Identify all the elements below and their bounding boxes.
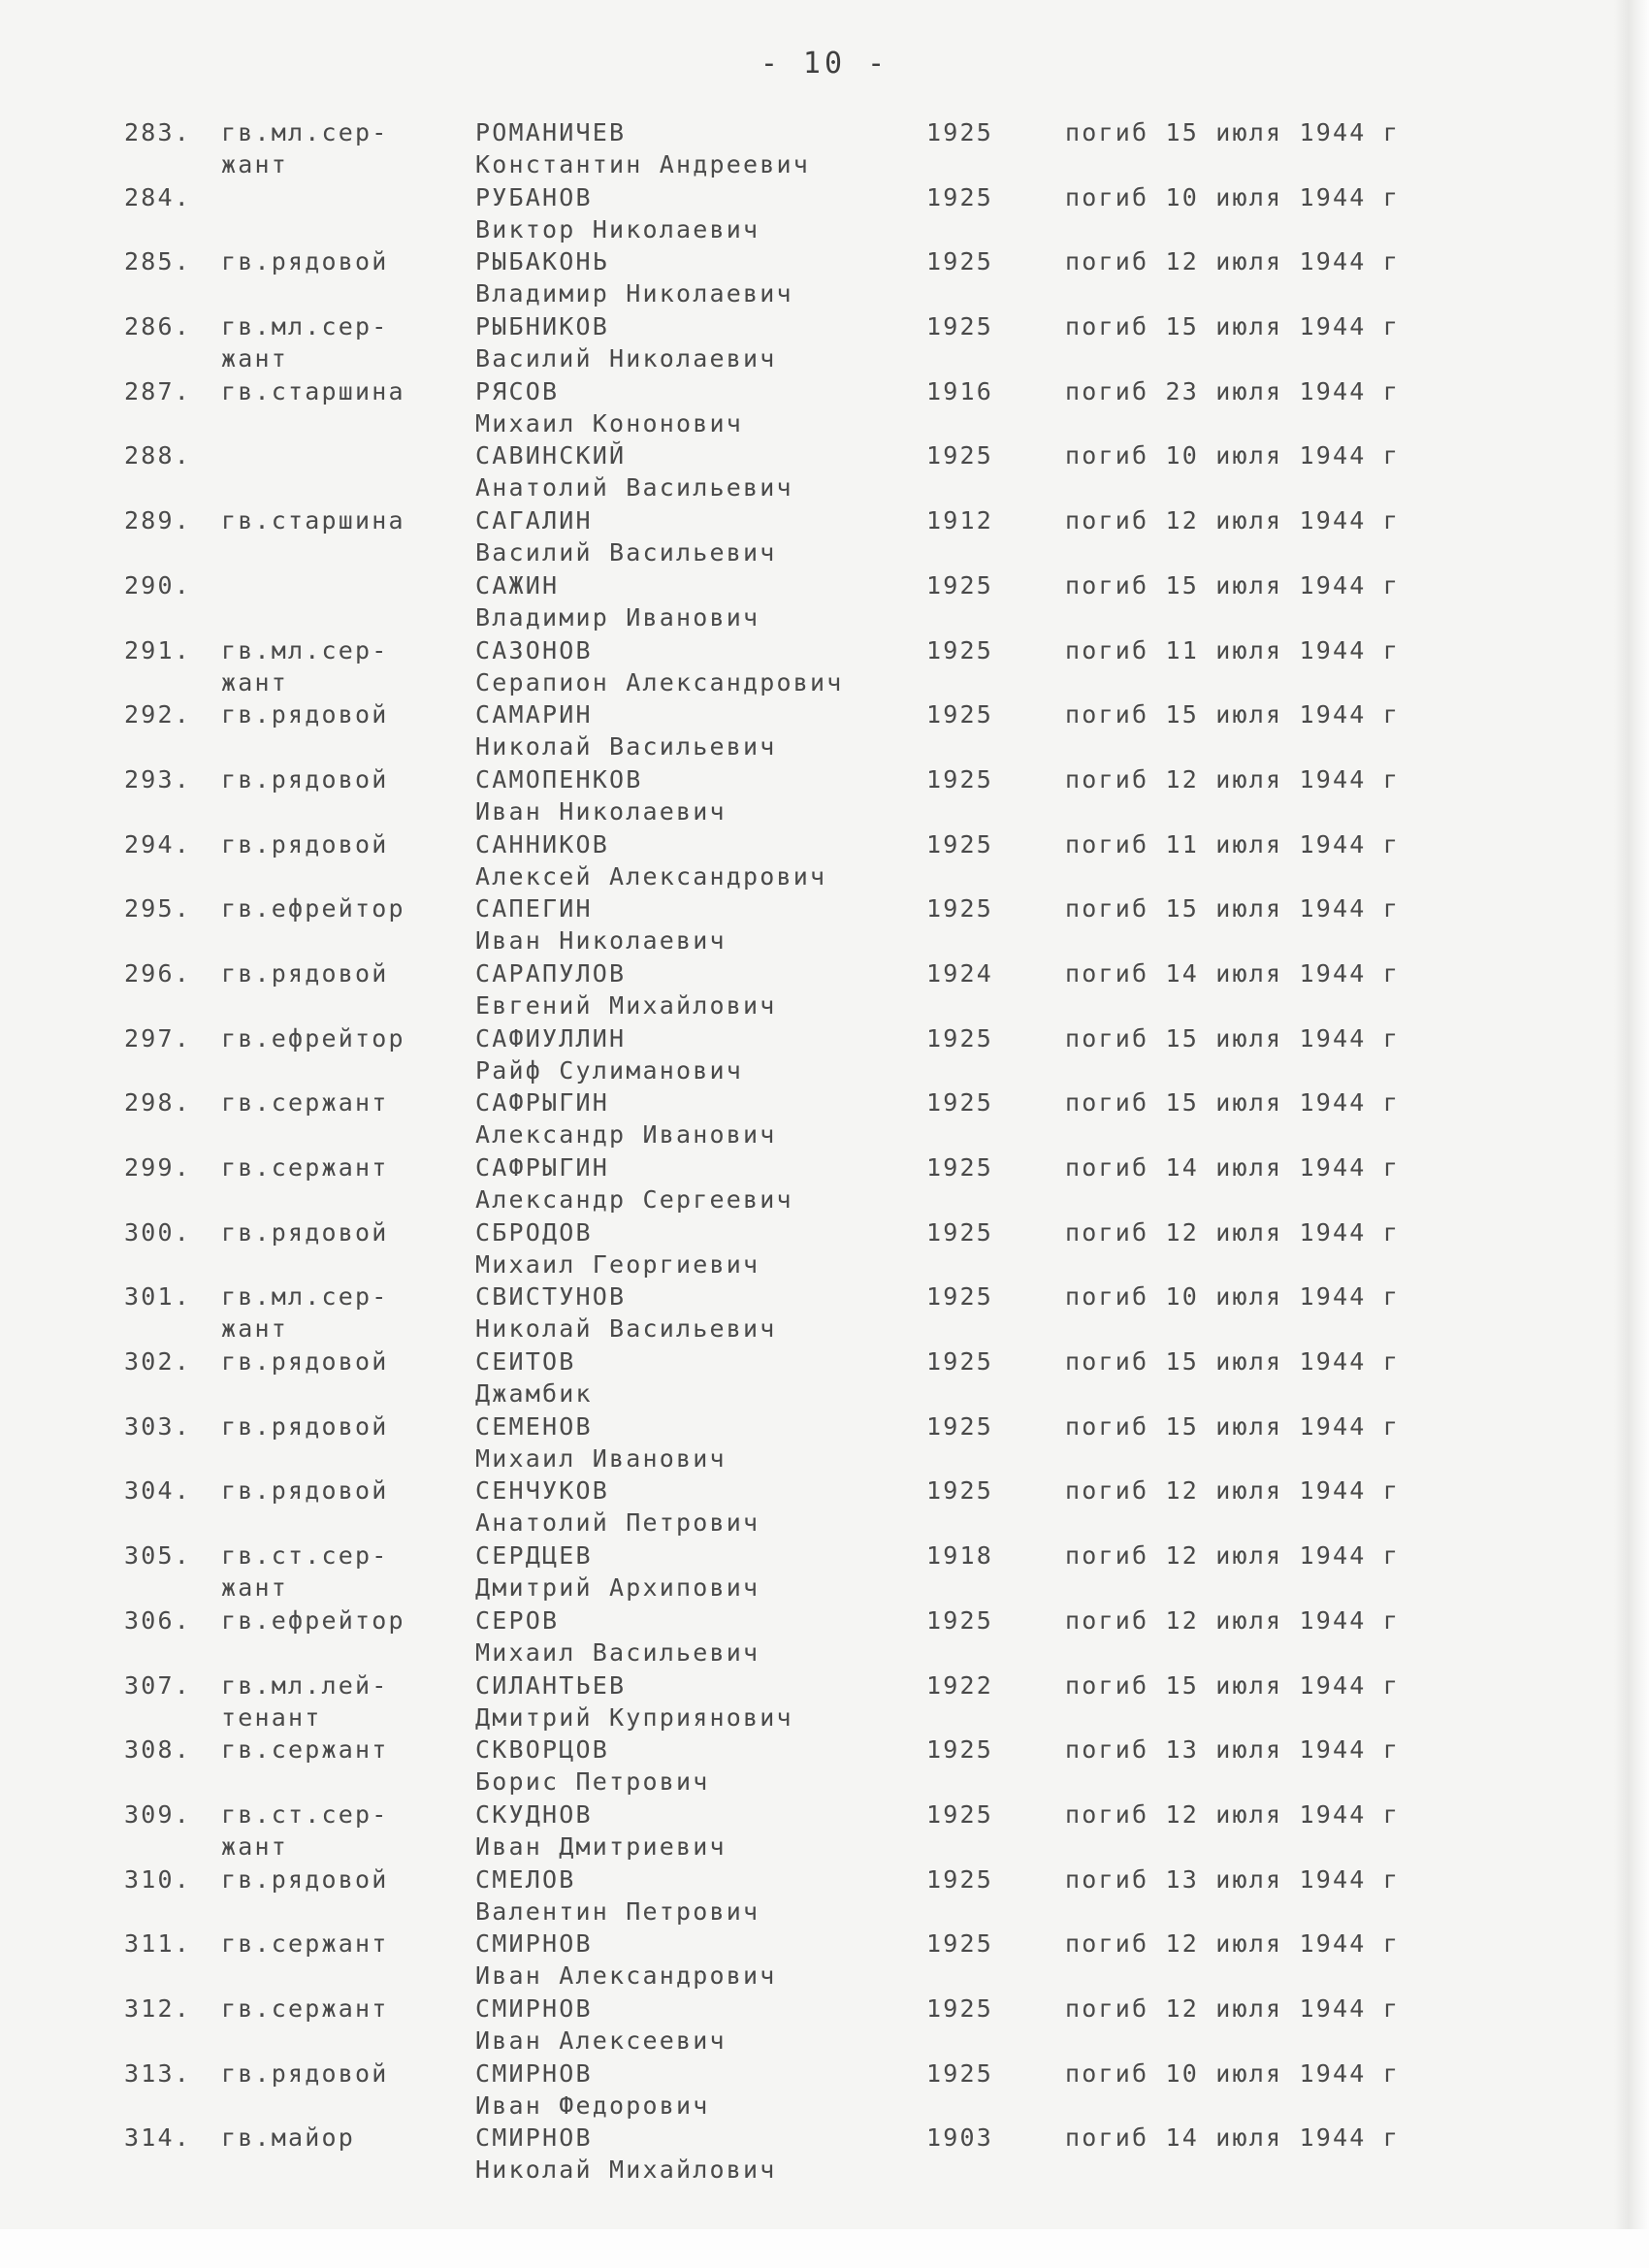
death-status: погиб 15 июля 1944 г	[1065, 894, 1401, 923]
rank-line-1: гв.старшина	[221, 506, 405, 535]
birth-year: 1925	[926, 1929, 994, 1959]
given-name: Михаил Васильевич	[475, 1637, 760, 1667]
surname: СЕРДЦЕВ	[475, 1541, 593, 1571]
birth-year: 1912	[926, 506, 994, 535]
entry-number: 298.	[124, 1088, 192, 1118]
entry-number: 288.	[124, 441, 192, 470]
birth-year: 1925	[926, 1411, 994, 1441]
death-status: погиб 11 июля 1944 г	[1065, 635, 1401, 664]
given-name: Александр Иванович	[475, 1120, 777, 1150]
birth-year: 1925	[926, 1735, 994, 1765]
surname: СИЛАНТЬЕВ	[475, 1670, 627, 1700]
birth-year: 1925	[926, 1023, 994, 1053]
given-name: Евгений Михайлович	[475, 990, 777, 1020]
death-status: погиб 23 июля 1944 г	[1065, 376, 1401, 405]
death-status: погиб 15 июля 1944 г	[1065, 1670, 1401, 1700]
entry-number: 295.	[124, 894, 192, 923]
surname: СКУДНОВ	[475, 1799, 593, 1829]
given-name: Дмитрий Архипович	[475, 1573, 760, 1603]
death-status: погиб 12 июля 1944 г	[1065, 1605, 1401, 1635]
entry-number: 292.	[124, 700, 192, 729]
rank-line-1: гв.рядовой	[221, 1864, 389, 1894]
list-entry	[0, 1215, 1649, 1280]
given-name: Алексей Александрович	[475, 861, 827, 891]
death-status: погиб 15 июля 1944 г	[1065, 1411, 1401, 1441]
list-entry	[0, 1797, 1649, 1862]
rank-line-1: гв.рядовой	[221, 1347, 389, 1377]
death-status: погиб 15 июля 1944 г	[1065, 700, 1401, 729]
birth-year: 1925	[926, 182, 994, 211]
given-name: Василий Васильевич	[475, 538, 777, 567]
list-entry	[0, 1991, 1649, 2056]
death-status: погиб 12 июля 1944 г	[1065, 1541, 1401, 1571]
birth-year: 1925	[926, 1153, 994, 1182]
birth-year: 1925	[926, 441, 994, 470]
surname: САРАПУЛОВ	[475, 958, 627, 988]
death-status: погиб 12 июля 1944 г	[1065, 1993, 1401, 2023]
list-entry	[0, 1862, 1649, 1927]
surname: РУБАНОВ	[475, 182, 593, 211]
rank-line-1: гв.мл.сер-	[221, 1282, 389, 1312]
rank-line-1: гв.рядовой	[221, 247, 389, 276]
death-status: погиб 11 июля 1944 г	[1065, 829, 1401, 859]
birth-year: 1925	[926, 1088, 994, 1118]
rank-line-1: гв.рядовой	[221, 2058, 389, 2088]
surname: СЕРОВ	[475, 1605, 560, 1635]
given-name: Серапион Александрович	[475, 667, 844, 697]
surname: САПЕГИН	[475, 894, 593, 923]
rank-line-1: гв.рядовой	[221, 958, 389, 988]
given-name: Василий Николаевич	[475, 344, 777, 373]
entry-number: 299.	[124, 1153, 192, 1182]
given-name: Иван Федорович	[475, 2090, 710, 2120]
entry-number: 293.	[124, 764, 192, 794]
death-status: погиб 14 июля 1944 г	[1065, 2123, 1401, 2153]
death-status: погиб 10 июля 1944 г	[1065, 2058, 1401, 2088]
death-status: погиб 15 июля 1944 г	[1065, 570, 1401, 599]
list-entry	[0, 1021, 1649, 1085]
rank-line-1: гв.мл.лей-	[221, 1670, 389, 1700]
rank-line-1: гв.ефрейтор	[221, 894, 405, 923]
given-name: Иван Николаевич	[475, 796, 727, 826]
birth-year: 1925	[926, 1217, 994, 1247]
given-name: Иван Дмитриевич	[475, 1831, 727, 1861]
entry-number: 310.	[124, 1864, 192, 1894]
given-name: Владимир Иванович	[475, 602, 760, 632]
list-entry	[0, 437, 1649, 502]
scan-edge	[1614, 0, 1649, 2268]
death-status: погиб 10 июля 1944 г	[1065, 182, 1401, 211]
surname: СКВОРЦОВ	[475, 1735, 610, 1765]
birth-year: 1925	[926, 635, 994, 664]
birth-year: 1916	[926, 376, 994, 405]
surname: СМИРНОВ	[475, 1929, 593, 1959]
entry-number: 306.	[124, 1605, 192, 1635]
birth-year: 1925	[926, 570, 994, 599]
entry-number: 302.	[124, 1347, 192, 1377]
entry-number: 287.	[124, 376, 192, 405]
given-name: Николай Васильевич	[475, 732, 777, 761]
given-name: Дмитрий Куприянович	[475, 1702, 793, 1732]
death-status: погиб 12 июля 1944 г	[1065, 1476, 1401, 1506]
entry-number: 285.	[124, 247, 192, 276]
rank-line-1: гв.ефрейтор	[221, 1605, 405, 1635]
death-status: погиб 12 июля 1944 г	[1065, 1929, 1401, 1959]
list-entry	[0, 826, 1649, 891]
entry-number: 296.	[124, 958, 192, 988]
list-entry	[0, 373, 1649, 438]
rank-line-1: гв.сержант	[221, 1735, 389, 1765]
rank-line-2: жант	[221, 667, 289, 697]
surname: САВИНСКИЙ	[475, 441, 627, 470]
death-status: погиб 12 июля 1944 г	[1065, 764, 1401, 794]
given-name: Иван Николаевич	[475, 926, 727, 956]
surname: САФРЫГИН	[475, 1153, 610, 1182]
surname: РЫБНИКОВ	[475, 312, 610, 341]
given-name: Иван Алексеевич	[475, 2025, 727, 2055]
rank-line-1: гв.майор	[221, 2123, 356, 2153]
rank-line-1: гв.мл.сер-	[221, 312, 389, 341]
surname: САМАРИН	[475, 700, 593, 729]
birth-year: 1924	[926, 958, 994, 988]
birth-year: 1925	[926, 700, 994, 729]
birth-year: 1925	[926, 829, 994, 859]
birth-year: 1925	[926, 2058, 994, 2088]
entry-number: 311.	[124, 1929, 192, 1959]
rank-line-2: жант	[221, 344, 289, 373]
list-entry	[0, 697, 1649, 761]
rank-line-1: гв.рядовой	[221, 1217, 389, 1247]
birth-year: 1925	[926, 247, 994, 276]
list-entry	[0, 761, 1649, 826]
death-status: погиб 10 июля 1944 г	[1065, 1282, 1401, 1312]
surname: САННИКОВ	[475, 829, 610, 859]
list-entry	[0, 632, 1649, 697]
entry-number: 300.	[124, 1217, 192, 1247]
surname: СМИРНОВ	[475, 1993, 593, 2023]
list-entry	[0, 1279, 1649, 1344]
rank-line-1: гв.рядовой	[221, 764, 389, 794]
scan-edge-bottom	[0, 2229, 1649, 2268]
death-status: погиб 10 июля 1944 г	[1065, 441, 1401, 470]
death-status: погиб 13 июля 1944 г	[1065, 1735, 1401, 1765]
given-name: Райф Сулиманович	[475, 1055, 744, 1085]
birth-year: 1925	[926, 312, 994, 341]
rank-line-1: гв.сержант	[221, 1088, 389, 1118]
death-status: погиб 15 июля 1944 г	[1065, 312, 1401, 341]
surname: СВИСТУНОВ	[475, 1282, 627, 1312]
surname: СЕИТОВ	[475, 1347, 576, 1377]
entry-number: 284.	[124, 182, 192, 211]
page-number: - 10 -	[760, 47, 889, 81]
list-entry	[0, 2056, 1649, 2121]
rank-line-2: тенант	[221, 1702, 322, 1732]
given-name: Николай Михайлович	[475, 2155, 777, 2185]
rank-line-2: жант	[221, 1831, 289, 1861]
rank-line-1: гв.ст.сер-	[221, 1799, 389, 1829]
list-entry	[0, 567, 1649, 632]
given-name: Виктор Николаевич	[475, 214, 760, 243]
entry-number: 297.	[124, 1023, 192, 1053]
surname: САЖИН	[475, 570, 560, 599]
entry-number: 312.	[124, 1993, 192, 2023]
given-name: Александр Сергеевич	[475, 1185, 793, 1214]
surname: САЗОНОВ	[475, 635, 593, 664]
rank-line-2: жант	[221, 1573, 289, 1603]
list-entry	[0, 1926, 1649, 1991]
surname: САМОПЕНКОВ	[475, 764, 643, 794]
entry-number: 283.	[124, 118, 192, 146]
rank-line-1: гв.сержант	[221, 1153, 389, 1182]
death-status: погиб 15 июля 1944 г	[1065, 1088, 1401, 1118]
rank-line-1: гв.рядовой	[221, 829, 389, 859]
entry-number: 305.	[124, 1541, 192, 1571]
given-name: Анатолий Петрович	[475, 1508, 760, 1538]
rank-line-1: гв.старшина	[221, 376, 405, 405]
birth-year: 1922	[926, 1670, 994, 1700]
death-status: погиб 12 июля 1944 г	[1065, 506, 1401, 535]
given-name: Борис Петрович	[475, 1767, 710, 1797]
list-entry	[0, 114, 1649, 179]
list-entry	[0, 1732, 1649, 1797]
birth-year: 1925	[926, 1476, 994, 1506]
entry-number: 307.	[124, 1670, 192, 1700]
rank-line-1: гв.мл.сер-	[221, 635, 389, 664]
surname: СМЕЛОВ	[475, 1864, 576, 1894]
birth-year: 1925	[926, 1347, 994, 1377]
surname: СМИРНОВ	[475, 2123, 593, 2153]
surname: СЕНЧУКОВ	[475, 1476, 610, 1506]
rank-line-2: жант	[221, 1314, 289, 1344]
list-entry	[0, 1409, 1649, 1474]
death-status: погиб 15 июля 1944 г	[1065, 118, 1401, 146]
rank-line-1: гв.ст.сер-	[221, 1541, 389, 1571]
death-status: погиб 12 июля 1944 г	[1065, 1217, 1401, 1247]
entry-number: 314.	[124, 2123, 192, 2153]
given-name: Михаил Кононович	[475, 408, 744, 437]
list-entry	[0, 1538, 1649, 1603]
list-entry	[0, 1150, 1649, 1215]
death-status: погиб 13 июля 1944 г	[1065, 1864, 1401, 1894]
surname: РЯСОВ	[475, 376, 560, 405]
entry-number: 303.	[124, 1411, 192, 1441]
entry-number: 294.	[124, 829, 192, 859]
birth-year: 1925	[926, 1799, 994, 1829]
birth-year: 1925	[926, 118, 994, 146]
rank-line-1: гв.сержант	[221, 1929, 389, 1959]
entry-number: 304.	[124, 1476, 192, 1506]
surname: САГАЛИН	[475, 506, 593, 535]
death-status: погиб 14 июля 1944 г	[1065, 958, 1401, 988]
rank-line-1: гв.сержант	[221, 1993, 389, 2023]
list-entry	[0, 179, 1649, 244]
death-status: погиб 15 июля 1944 г	[1065, 1347, 1401, 1377]
entry-number: 313.	[124, 2058, 192, 2088]
entry-number: 289.	[124, 506, 192, 535]
birth-year: 1925	[926, 1605, 994, 1635]
casualty-list	[0, 114, 1649, 2185]
list-entry	[0, 891, 1649, 956]
birth-year: 1918	[926, 1541, 994, 1571]
entry-number: 308.	[124, 1735, 192, 1765]
birth-year: 1925	[926, 1282, 994, 1312]
rank-line-2: жант	[221, 150, 289, 178]
surname: САФИУЛЛИН	[475, 1023, 627, 1053]
birth-year: 1925	[926, 764, 994, 794]
entry-number: 309.	[124, 1799, 192, 1829]
birth-year: 1925	[926, 1864, 994, 1894]
given-name: Николай Васильевич	[475, 1314, 777, 1344]
surname: РОМАНИЧЕВ	[475, 118, 627, 146]
list-entry	[0, 243, 1649, 308]
given-name: Джамбик	[475, 1379, 593, 1409]
death-status: погиб 14 июля 1944 г	[1065, 1153, 1401, 1182]
list-entry	[0, 956, 1649, 1021]
given-name: Михаил Георгиевич	[475, 1249, 760, 1279]
death-status: погиб 15 июля 1944 г	[1065, 1023, 1401, 1053]
list-entry	[0, 1603, 1649, 1668]
list-entry	[0, 2120, 1649, 2185]
surname: СБРОДОВ	[475, 1217, 593, 1247]
given-name: Владимир Николаевич	[475, 279, 793, 308]
surname: СМИРНОВ	[475, 2058, 593, 2088]
death-status: погиб 12 июля 1944 г	[1065, 247, 1401, 276]
rank-line-1: гв.рядовой	[221, 1476, 389, 1506]
birth-year: 1903	[926, 2123, 994, 2153]
entry-number: 286.	[124, 312, 192, 341]
birth-year: 1925	[926, 1993, 994, 2023]
surname: СЕМЕНОВ	[475, 1411, 593, 1441]
rank-line-1: гв.мл.сер-	[221, 118, 389, 146]
list-entry	[0, 1668, 1649, 1733]
given-name: Михаил Иванович	[475, 1443, 727, 1473]
rank-line-1: гв.рядовой	[221, 1411, 389, 1441]
given-name: Иван Александрович	[475, 1961, 777, 1991]
given-name: Константин Андреевич	[475, 150, 811, 178]
given-name: Валентин Петрович	[475, 1896, 760, 1926]
given-name: Анатолий Васильевич	[475, 473, 793, 502]
birth-year: 1925	[926, 894, 994, 923]
list-entry	[0, 1344, 1649, 1409]
entry-number: 291.	[124, 635, 192, 664]
death-status: погиб 12 июля 1944 г	[1065, 1799, 1401, 1829]
list-entry	[0, 1473, 1649, 1538]
list-entry	[0, 308, 1649, 373]
surname: САФРЫГИН	[475, 1088, 610, 1118]
rank-line-1: гв.ефрейтор	[221, 1023, 405, 1053]
rank-line-1: гв.рядовой	[221, 700, 389, 729]
list-entry	[0, 1085, 1649, 1150]
surname: РЫБАКОНЬ	[475, 247, 610, 276]
entry-number: 290.	[124, 570, 192, 599]
entry-number: 301.	[124, 1282, 192, 1312]
list-entry	[0, 502, 1649, 567]
